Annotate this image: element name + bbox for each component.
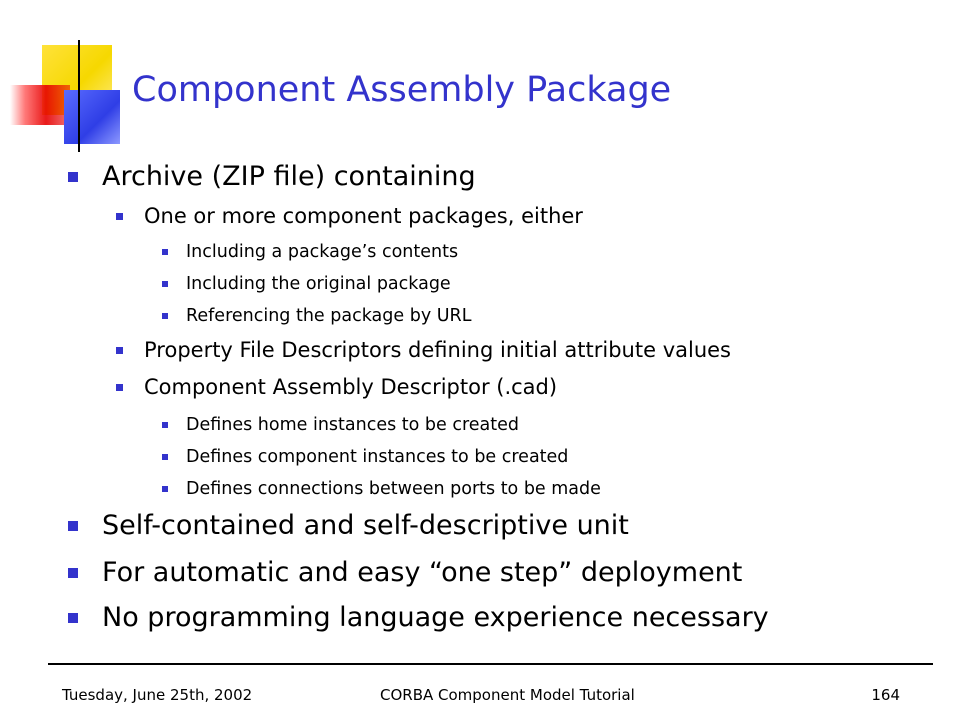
- footer-date: Tuesday, June 25th, 2002: [62, 686, 253, 704]
- bullet-square-icon: [68, 613, 78, 623]
- bullet-text: Referencing the package by URL: [186, 306, 472, 326]
- bullet-square-icon: [68, 568, 78, 578]
- bullet-square-icon: [162, 486, 168, 492]
- bullet-text: Defines home instances to be created: [186, 415, 520, 435]
- bullet-square-icon: [68, 172, 78, 182]
- bullet-square-icon: [162, 422, 168, 428]
- bullet-item: [162, 306, 471, 326]
- bullet-square-icon: [116, 347, 123, 354]
- bullet-text: Defines connections between ports to be made: [186, 479, 601, 499]
- bullet-square-icon: [162, 454, 168, 460]
- bullet-item: [162, 242, 458, 262]
- bullet-item: [68, 161, 476, 192]
- bullet-square-icon: [162, 313, 168, 319]
- bullet-text: Property File Descriptors defining initial attribute values: [144, 338, 731, 362]
- bullet-item: [162, 447, 568, 467]
- bullet-text: For automatic and easy “one step” deployment: [102, 557, 743, 588]
- bullet-text: Component Assembly Descriptor (.cad): [144, 375, 558, 399]
- bullet-item: [68, 557, 742, 588]
- bullet-text: Self-contained and self-descriptive unit: [102, 510, 629, 541]
- bullet-item: [162, 274, 451, 294]
- bullet-text: Archive (ZIP file) containing: [102, 161, 476, 192]
- bullet-text: One or more component packages, either: [144, 204, 583, 228]
- bullet-square-icon: [68, 521, 78, 531]
- bullet-square-icon: [116, 384, 123, 391]
- bullet-text: No programming language experience necessary: [102, 602, 769, 633]
- footer-page-number: 164: [871, 686, 900, 704]
- bullet-text: Including a package’s contents: [186, 242, 459, 262]
- bullet-item: [162, 415, 519, 435]
- footer-divider: [48, 663, 933, 665]
- bullet-square-icon: [116, 213, 123, 220]
- bullet-text: Defines component instances to be created: [186, 447, 569, 467]
- bullet-item: [116, 338, 731, 362]
- footer-presentation-title: CORBA Component Model Tutorial: [380, 686, 635, 704]
- bullet-square-icon: [162, 249, 168, 255]
- bullet-text: Including the original package: [186, 274, 451, 294]
- bullet-item: [116, 204, 583, 228]
- bullet-item: [116, 375, 557, 399]
- bullet-square-icon: [162, 281, 168, 287]
- bullet-item: [68, 602, 769, 633]
- bullet-item: [68, 510, 629, 541]
- slide-title: Component Assembly Package: [132, 70, 672, 110]
- bullet-item: [162, 479, 601, 499]
